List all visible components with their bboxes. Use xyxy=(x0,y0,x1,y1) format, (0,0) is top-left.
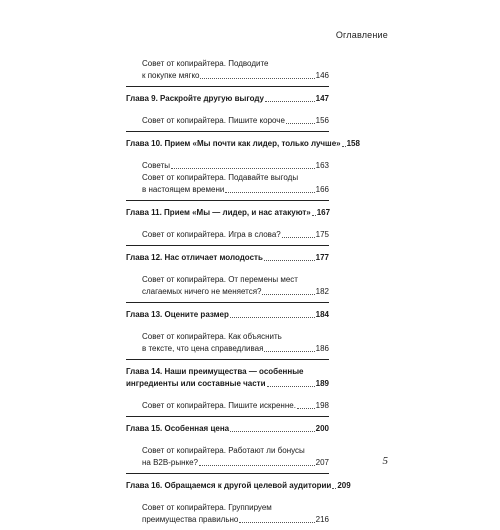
toc-page-number: 198 xyxy=(315,401,329,410)
toc-subentry[interactable] xyxy=(126,331,329,355)
toc-section-intro xyxy=(126,50,329,86)
toc-subentry-text-line1: Совет от копирайтера. Как объяснить xyxy=(142,332,282,341)
dot-leader xyxy=(264,351,314,352)
toc-subentry-text-line1: Совет от копирайтера. Подавайте выгоды xyxy=(142,173,299,182)
toc-subentry[interactable] xyxy=(126,502,329,526)
toc-subentry-text-line2: преимущества правильно xyxy=(142,515,239,524)
dot-leader xyxy=(200,78,314,79)
toc-subentry-text: Совет от копирайтера. Пишите искренне. xyxy=(142,401,296,410)
toc-subentry-text: Совет от копирайтера. Пишите короче xyxy=(142,116,285,125)
toc-subentry-text-line1: Совет от копирайтера. Работают ли бонусы xyxy=(142,446,305,455)
chapter-title: Глава 16. Обращаемся к другой целевой аудитории xyxy=(126,481,332,490)
dot-leader xyxy=(199,465,315,466)
toc-page-number: 186 xyxy=(315,344,329,353)
chapter-page-number: 189 xyxy=(315,379,329,388)
running-header: Оглавление xyxy=(335,30,388,40)
toc-page-number: 216 xyxy=(315,515,329,524)
dot-leader xyxy=(262,294,314,295)
toc-chapter-9[interactable] xyxy=(126,86,329,110)
chapter-title: Глава 12. Нас отличает молодость xyxy=(126,253,263,262)
toc-subentry-text-line1: Совет от копирайтера. Подводите xyxy=(142,59,269,68)
toc-page-number: 207 xyxy=(315,458,329,467)
toc-subentry[interactable] xyxy=(126,58,329,82)
toc-section-15 xyxy=(126,440,329,473)
chapter-page-number: 167 xyxy=(316,208,331,217)
chapter-page-number: 177 xyxy=(315,253,329,262)
toc-subentry-text: Советы xyxy=(142,161,170,170)
dot-leader xyxy=(230,431,315,432)
chapter-title: Глава 11. Прием «Мы — лидер, и нас атакуют» xyxy=(126,208,311,217)
dot-leader xyxy=(230,317,315,318)
toc-subentry-text-line2: к покупке мягко xyxy=(142,71,200,80)
toc-section-13 xyxy=(126,326,329,359)
dot-leader xyxy=(225,192,314,193)
toc-subentry-text-line2: на B2B-рынке? xyxy=(142,458,198,467)
toc-subentry-text: Совет от копирайтера. Игра в слова? xyxy=(142,230,281,239)
toc-page-number: 166 xyxy=(315,185,329,194)
dot-leader xyxy=(265,101,315,102)
dot-leader xyxy=(267,386,315,387)
dot-leader xyxy=(286,123,315,124)
toc-page-number: 182 xyxy=(315,287,329,296)
toc-chapter-12[interactable] xyxy=(126,245,329,269)
toc-page-number: 146 xyxy=(315,71,329,80)
dot-leader xyxy=(282,237,315,238)
dot-leader xyxy=(264,260,315,261)
dot-leader xyxy=(297,408,315,409)
toc-page-number: 163 xyxy=(315,161,329,170)
toc-subentry-text-line2: в настоящем времени xyxy=(142,185,225,194)
toc-chapter-15[interactable] xyxy=(126,416,329,440)
toc-chapter-10[interactable] xyxy=(126,131,360,155)
toc-chapter-11[interactable] xyxy=(126,200,329,224)
chapter-title: Глава 10. Прием «Мы почти как лидер, только лучше» xyxy=(126,139,341,148)
chapter-page-number: 209 xyxy=(337,481,351,490)
dot-leader xyxy=(239,522,314,523)
toc-subentry[interactable] xyxy=(126,115,329,127)
toc-subentry[interactable] xyxy=(126,172,329,196)
chapter-title-line1: Глава 14. Наши преимущества — особенные xyxy=(126,367,304,376)
toc-subentry-text-line2: в тексте, что цена справедливая xyxy=(142,344,264,353)
toc-section-12 xyxy=(126,269,329,302)
chapter-page-number: 147 xyxy=(315,94,329,103)
toc-page-number: 175 xyxy=(315,230,329,239)
chapter-title: Глава 15. Особенная цена xyxy=(126,424,230,433)
toc-subentry[interactable] xyxy=(126,229,329,241)
toc-section-10 xyxy=(126,155,329,200)
toc-subentry[interactable] xyxy=(126,160,329,172)
chapter-title: Глава 9. Раскройте другую выгоду xyxy=(126,94,264,103)
toc-subentry[interactable] xyxy=(126,274,329,298)
toc-chapter-16[interactable] xyxy=(126,473,351,497)
dot-leader xyxy=(342,146,346,147)
dot-leader xyxy=(332,488,336,489)
toc-section-14 xyxy=(126,395,329,416)
toc-section-11 xyxy=(126,224,329,245)
toc-subentry[interactable] xyxy=(126,400,329,412)
chapter-title-line2: ингредиенты или составные части xyxy=(126,379,266,388)
toc-chapter-13[interactable] xyxy=(126,302,329,326)
chapter-page-number: 184 xyxy=(315,310,329,319)
toc-subentry[interactable] xyxy=(126,445,329,469)
toc-section-16 xyxy=(126,497,329,530)
chapter-page-number: 158 xyxy=(346,139,360,148)
toc-subentry-text-line1: Совет от копирайтера. Группируем xyxy=(142,503,272,512)
toc-subentry-text-line1: Совет от копирайтера. От перемены мест xyxy=(142,275,298,284)
chapter-page-number: 200 xyxy=(315,424,329,433)
dot-leader xyxy=(312,215,316,216)
chapter-title: Глава 13. Оцените размер xyxy=(126,310,229,319)
toc-chapter-14[interactable] xyxy=(126,359,329,395)
page-number: 5 xyxy=(382,455,388,467)
dot-leader xyxy=(171,168,315,169)
toc-subentry-text-line2: слагаемых ничего не меняется? xyxy=(142,287,262,296)
toc-page-number: 156 xyxy=(315,116,329,125)
toc-section-9 xyxy=(126,110,329,131)
table-of-contents xyxy=(126,50,360,530)
